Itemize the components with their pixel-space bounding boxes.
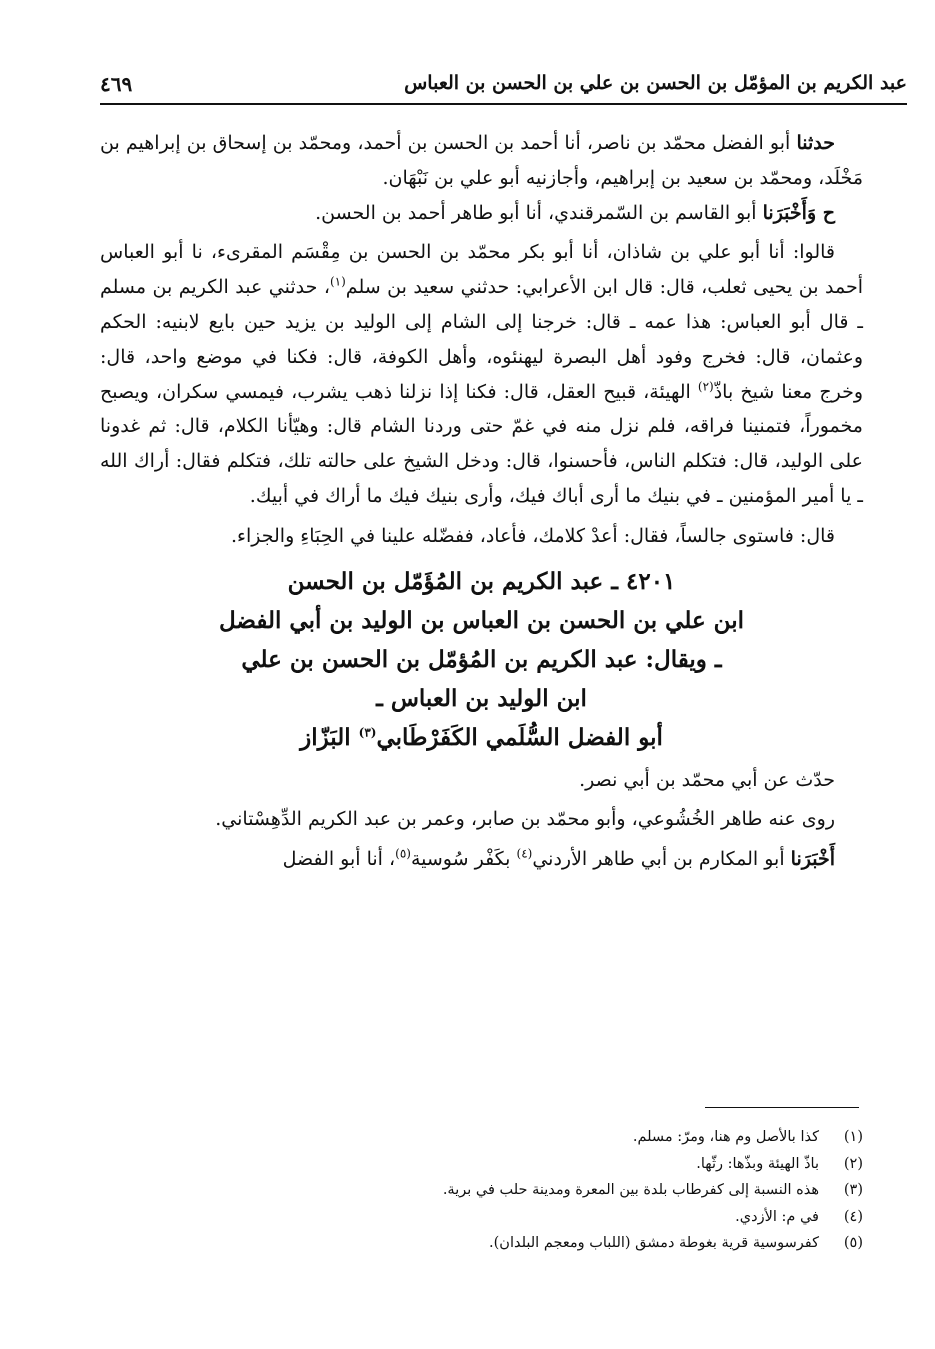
paragraph-isnad-3 — [100, 842, 863, 877]
footnote-text: باذّ الهيئة وبذّها: رثّها. — [696, 1155, 819, 1172]
footnote-item — [100, 1177, 863, 1204]
paragraph-narrated-by — [100, 802, 863, 837]
footnote-number: (٢) — [843, 1155, 863, 1172]
paragraph-text: ، حدثني عبد الكريم بن مسلم ـ قال أبو العباس: هذا عمه ـ قال: خرجنا إلى الشام إلى الوليد بن يزيد حين بايع لابنيه: الحكم وعثمان، قال: فخرج وفود أهل البصرة ليهنئوه، وأهل الكوفة، قال: فكنا في موضع واحد، قال: وخرج معنا شيخ باذّ — [100, 276, 863, 403]
footnote-number: (٣) — [843, 1182, 863, 1198]
footnote-divider — [705, 1107, 859, 1108]
paragraph-text: قال: فاستوى جالساً، فقال: أعدْ كلامك، فأعاد، ففضّله علينا في الحِبَاءِ والجزاء. — [231, 524, 835, 547]
footnote-number: (٥) — [843, 1235, 863, 1251]
footnote-ref-4: (٤) — [516, 846, 533, 861]
entry-heading-line: ٤٢٠١ ـ عبد الكريم بن المُؤَمّل بن الحسن — [287, 567, 676, 595]
paragraph-text: حدّث عن أبي محمّد بن أبي نصر. — [579, 768, 835, 791]
main-text — [100, 126, 863, 877]
paragraph-text: ، أنا أبو الفضل — [282, 848, 396, 871]
paragraph-text: أبو المكارم بن أبي طاهر الأردني — [532, 848, 791, 871]
entry-heading-line — [100, 718, 863, 757]
entry-heading-line: ابن علي بن الحسن بن العباس بن الوليد بن أبي الفضل — [219, 606, 744, 634]
footnote-number: (٤) — [843, 1208, 863, 1225]
paragraph-isnad-2 — [100, 196, 863, 231]
footnote-text: كذا بالأصل وم هنا، ومرّ: مسلم. — [632, 1129, 819, 1145]
entry-heading-line: ـ ويقال: عبد الكريم بن المُؤمّل بن الحسن بن علي — [241, 645, 722, 673]
footnote-ref-1: (١) — [329, 274, 346, 289]
biography-entry-heading — [100, 562, 863, 757]
entry-heading-text: البَزّاز — [300, 723, 359, 751]
running-title: عبد الكريم بن المؤمّل بن الحسن بن علي بن الحسن بن العباس — [404, 72, 907, 94]
paragraph-text: بكَفْر سُوسية — [410, 848, 517, 871]
paragraph-isnad-1 — [100, 126, 863, 196]
footnote-text: هذه النسبة إلى كفرطاب بلدة بين المعرة ومدينة حلب في برية. — [442, 1182, 819, 1198]
lead-word: حدثنا — [796, 132, 835, 154]
footnote-item — [100, 1230, 863, 1257]
paragraph-narration — [100, 235, 863, 513]
paragraph-text: قالوا: أنا أبو علي بن شاذان، أنا أبو بكر محمّد بن الحسن بن مِقْسَم المقرىء، نا أبو العباس أحمد بن يحيى ثعلب، قال: قال ابن الأعرابي: حدثني سعيد بن سلم — [100, 241, 863, 299]
page-number: ٤٦٩ — [100, 72, 133, 96]
entry-heading-text: أبو الفضل السُّلَمي الكَفَرْطَابي — [376, 723, 663, 751]
footnote-text: كفرسوسية قرية بغوطة دمشق (اللباب ومعجم البلدان). — [489, 1235, 819, 1251]
footnote-number: (١) — [843, 1129, 863, 1145]
footnote-item — [100, 1124, 863, 1151]
footnotes — [100, 1124, 863, 1257]
lead-word: أَخْبَرَنا — [790, 848, 835, 871]
footnote-item — [100, 1204, 863, 1231]
entry-heading-line: ابن الوليد بن العباس ـ — [376, 684, 587, 712]
lead-word: ح وَأَخْبَرَنا — [762, 201, 835, 224]
header-divider — [100, 103, 907, 105]
paragraph-narrated-from — [100, 763, 863, 798]
paragraph-text: الهيئة، قبيح العقل، قال: فكنا إذا نزلنا ذهب يشرب، فيمسي سكران، ويصبح مخموراً، فتمنينا فراقه، فلم نزل منه في غمّ حتى وردنا الشام قال: وهيّأنا الكلام، قال: ثم غدونا على الوليد، قال: فتكلم الناس، فأحسنوا، قال: ودخل الشيخ على حالته تلك، فتكلم فقال: أراك الله ـ يا أمير المؤمنين ـ في بنيك ما أرى أباك فيك، وأرى بنيك فيك ما أراك في أبيك. — [100, 380, 863, 507]
footnote-ref-5: (٥) — [395, 846, 411, 861]
paragraph-conclusion — [100, 519, 863, 554]
footnote-item — [100, 1151, 863, 1178]
paragraph-text: أبو الفضل محمّد بن ناصر، أنا أحمد بن الحسن بن أحمد، ومحمّد بن إسحاق بن إبراهيم بن مَخْلَد، ومحمّد بن سعيد بن إبراهيم، وأجازنيه أبو علي بن نَبْهَان. — [100, 132, 863, 189]
footnote-ref-2: (٢) — [697, 379, 714, 394]
paragraph-text: روى عنه طاهر الخُشُوعي، وأبو محمّد بن صابر، وعمر بن عبد الكريم الدِّهِسْتاني. — [215, 808, 835, 831]
footnote-text: في م: الأزدي. — [735, 1208, 819, 1225]
paragraph-text: أبو القاسم بن السّمرقندي، أنا أبو طاهر أحمد بن الحسن. — [315, 201, 757, 224]
footnote-ref-3: (٣) — [358, 724, 377, 739]
running-header — [100, 72, 907, 102]
